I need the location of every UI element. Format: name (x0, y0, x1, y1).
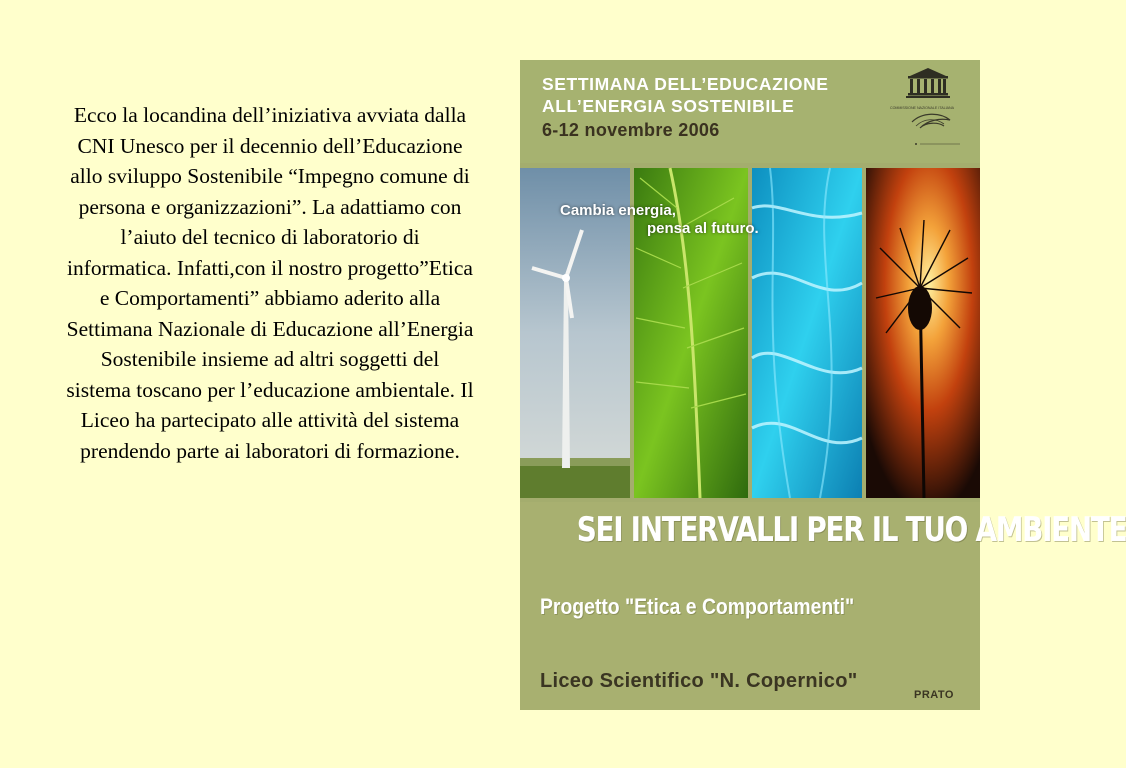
event-poster (520, 60, 1126, 710)
poster-header (520, 60, 980, 163)
slogan-line2: pensa al futuro. (647, 220, 759, 237)
poster-footer (520, 502, 1126, 710)
slogan-line1: Cambia energia, (560, 202, 676, 219)
poster-dates: 6-12 novembre 2006 (542, 120, 720, 140)
poster-school: Liceo Scientifico "N. Copernico" (540, 670, 858, 692)
poster-project: Progetto "Etica e Comportamenti" (540, 594, 855, 619)
poster-slogan (560, 202, 759, 238)
poster-title-line1: SETTIMANA DELL’EDUCAZIONE (542, 74, 829, 94)
poster-headline: SEI INTERVALLI PER IL TUO AMBIENTE (576, 510, 1126, 550)
poster-city: PRATO (914, 689, 954, 701)
unesco-commission-text: COMMISSIONE NAZIONALE ITALIANA (890, 106, 955, 110)
main-paragraph: Ecco la locandina dell’iniziativa avviata dalla CNI Unesco per il decennio dell’Educazione allo sviluppo Sostenibile “Impegno comune di persona e organizzazioni”. La adattiamo con l’aiuto del tecnico di laboratorio di informatica. Infatti,con il nostro progetto”Etica e Comportamenti” abbiamo aderito alla Settimana Nazionale di Educazione all’Energia Sostenibile insieme ad altri soggetti del sistema toscano per l’educazione ambientale. Il Liceo ha partecipato alle attività del sistema prendendo parte ai laboratori di formazione. (66, 103, 474, 463)
poster-title-line2: ALL’ENERGIA SOSTENIBILE (542, 96, 795, 116)
unesco-logo (882, 66, 974, 158)
unesco-temple-icon (882, 66, 974, 158)
